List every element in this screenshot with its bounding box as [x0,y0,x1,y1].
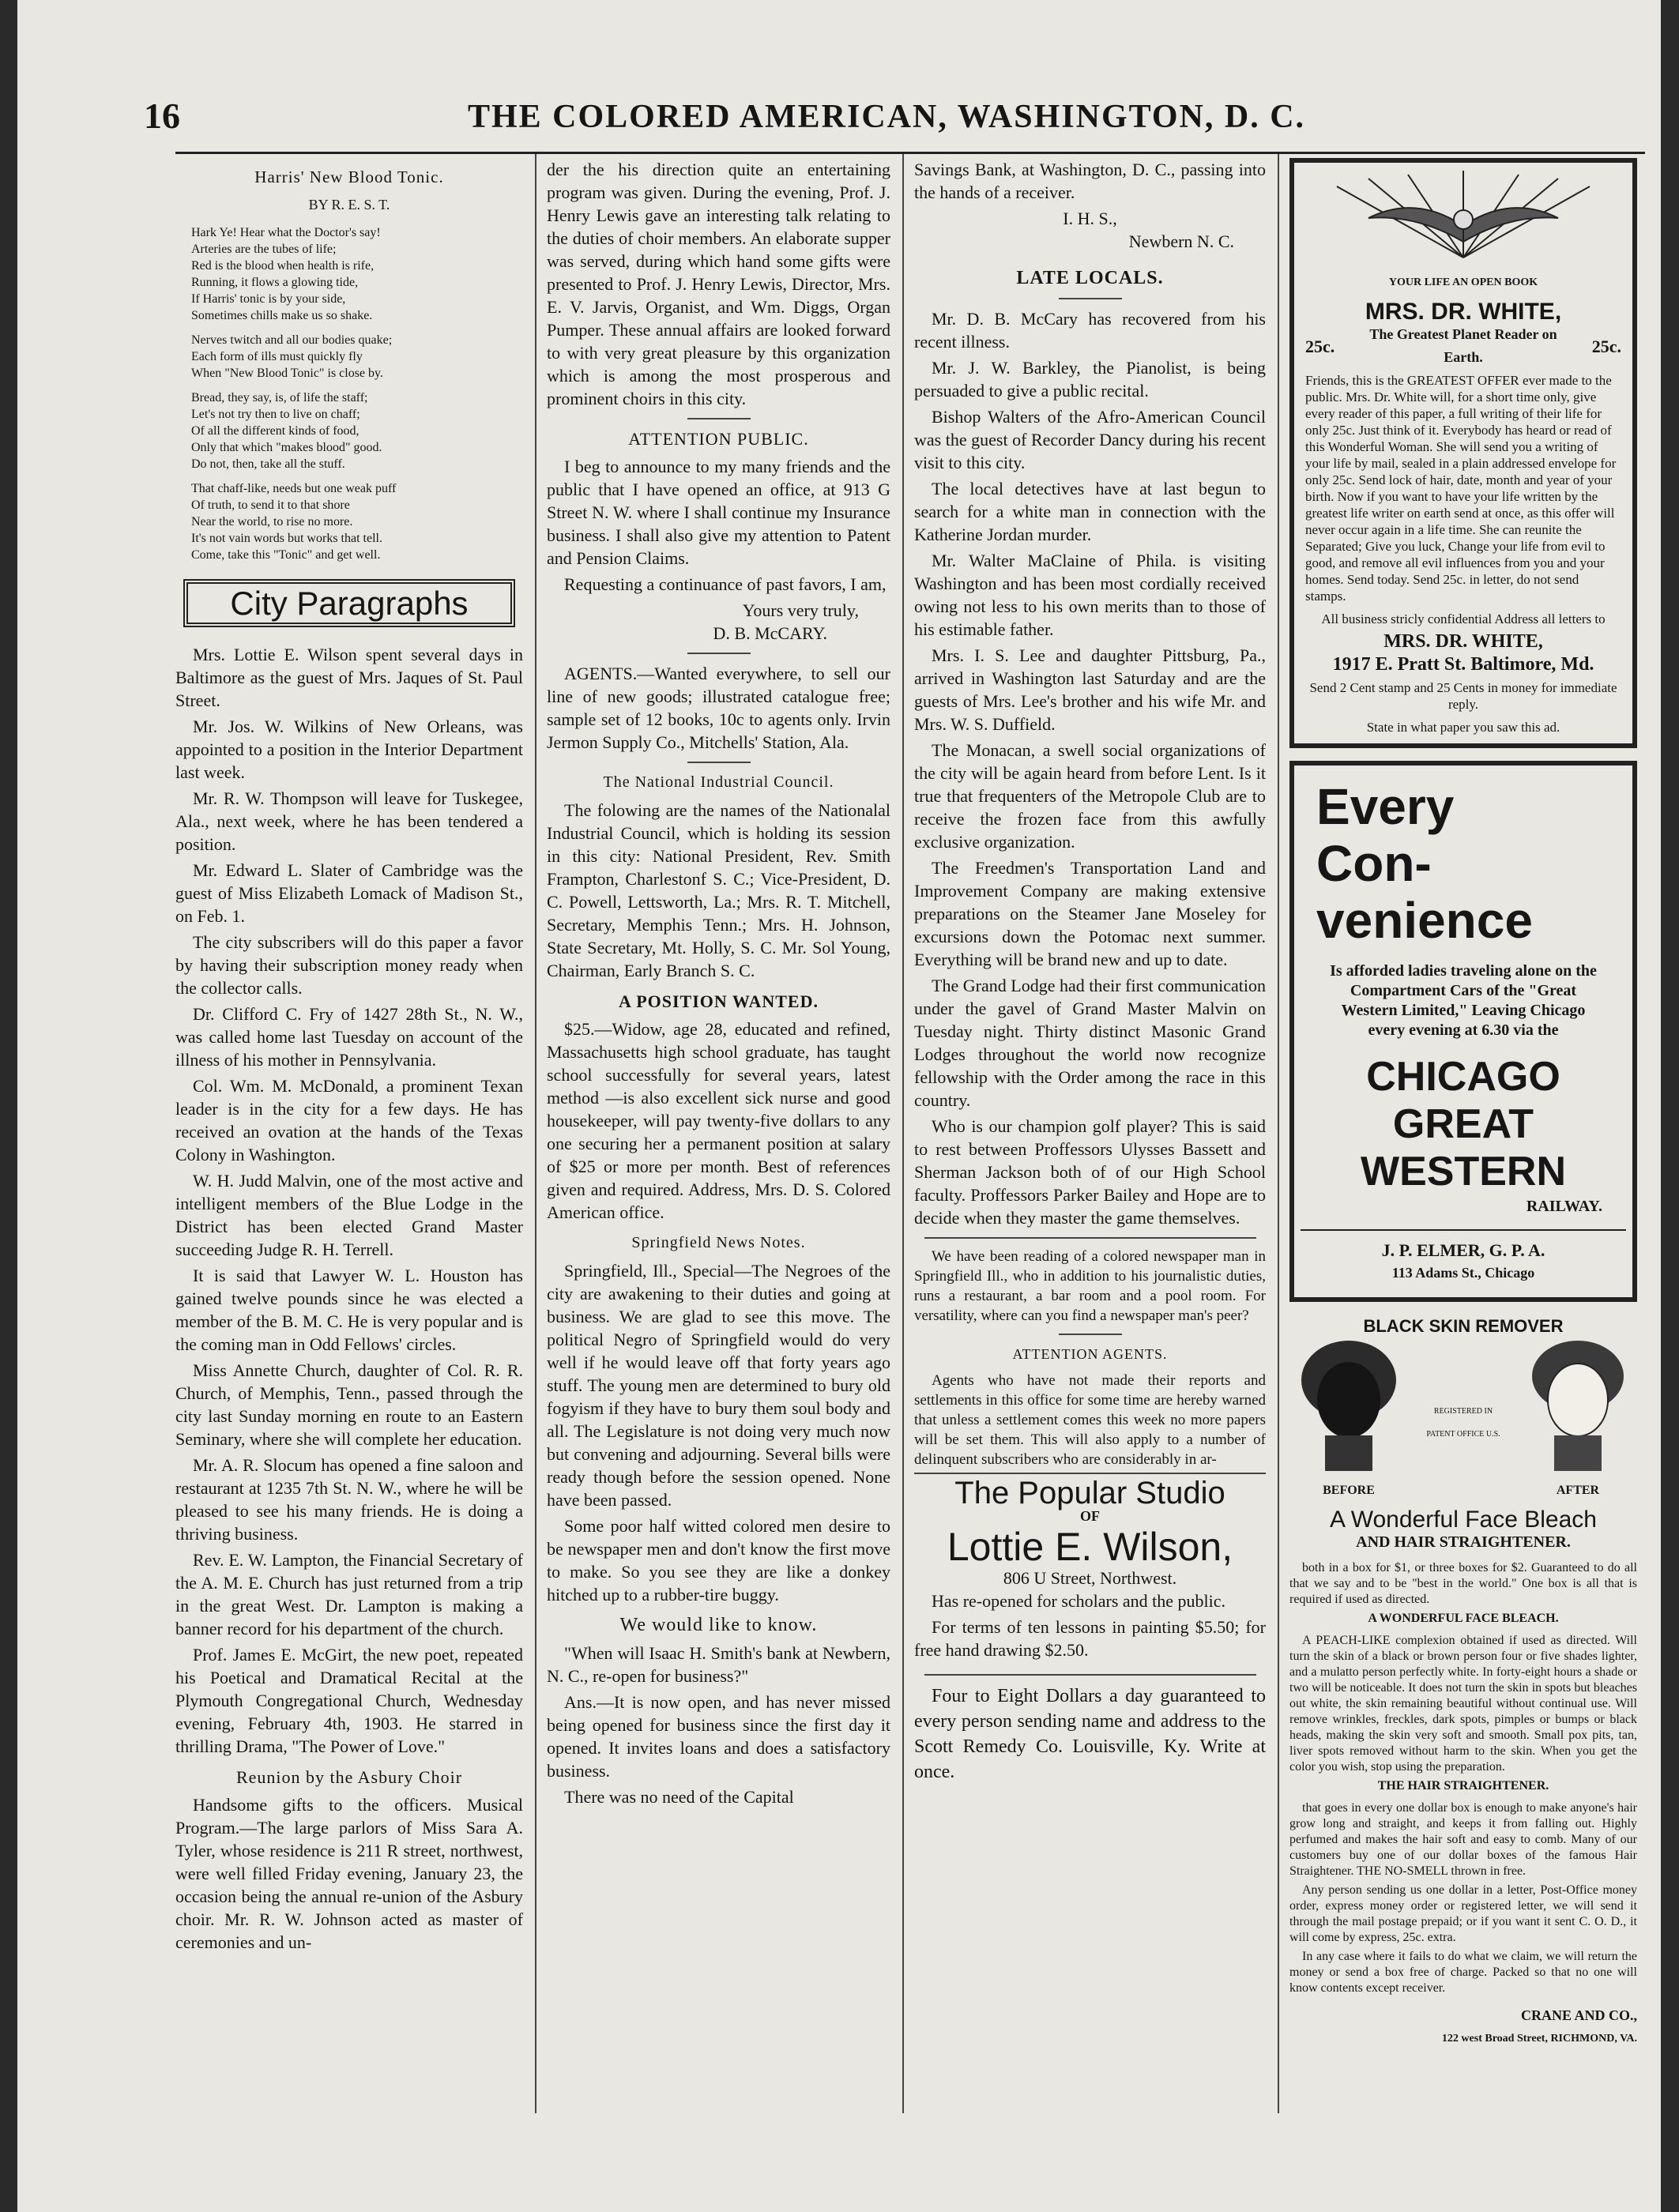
yours-truly: Yours very truly, [742,600,859,620]
ad-text-3: that goes in every one dollar box is enough to make anyone's hair grow long and straight, and keeps it from falling out. Highly perfumed and makes the hair soft and easy to comb. Many of our customers buy one of our dollar boxes of the famous Hair Straightener. THE NO-SMELL thrown in free. [1289,1801,1637,1878]
poem-line: Only that which "makes blood" good. [191,441,382,454]
column-3 [914,158,1266,2117]
agents-wanted: AGENTS.—Wanted everywhere, to sell our line of new goods; illustrated catalogue free; sample set of 12 books, 10c to agents only. Irvin Jermon Supply Co., Mitchells' Station, Ala. [547,664,890,752]
poem-line: It's not vain words but works that tell. [191,532,382,545]
after-face [1519,1337,1637,1502]
poem-line: Nerves twitch and all our bodies quake; [191,333,393,347]
railway-label: RAILWAY. [1526,1198,1602,1215]
ad-name: MRS. DR. WHITE, [1365,299,1562,325]
late-local-item: The Freedmen's Transportation Land and Improvement Company are making extensive preparations on the Steamer Jane Moseley for excursions down the Potomac next summer. Everything will be brand new and up to date. [914,858,1266,969]
ad-title: A Wonderful Face Bleach [1330,1507,1597,1533]
poem [191,224,523,563]
city-paragraphs [175,643,523,1758]
ad-state-note: State in what paper you saw this ad. [1366,720,1560,735]
price-right: 25c. [1591,336,1621,356]
ad-tagline-row [1294,323,1632,369]
ad-confidential: All business stricly confidential Address all letters to [1321,611,1606,626]
column-4-ads [1289,158,1637,2117]
column-divider [535,154,536,2113]
city-paragraph: It is said that Lawyer W. L. Houston has gained twelve pounds since he was elected a member of the B. M. C. He is very popular and is the coming man in Odd Fellows' circles. [175,1266,523,1354]
attention-agents-title: ATTENTION AGENTS. [1012,1346,1168,1362]
late-local-item: Bishop Walters of the Afro-American Council was the guest of Recorder Dancy during his recent visit to this city. [914,407,1266,472]
ad-subtitle: AND HAIR STRAIGHTENER. [1356,1533,1571,1551]
ad-body: Is afforded ladies traveling alone on the Compartment Cars of the "Great Western Limited," Leaving Chicago every evening at 6.30 via the [1330,962,1597,1039]
poem-title: Harris' New Blood Tonic. [254,167,444,186]
separator [687,762,751,763]
separator [687,653,751,654]
poem-line [191,324,523,332]
springfield-text-2: Some poor half witted colored men desire to be newspaper men and don't know the first move to make. So you see they are like a donkey hitched up to a rubber-tire buggy. [547,1516,890,1604]
city-paragraph: Rev. E. W. Lampton, the Financial Secretary of the A. M. E. Church has just returned from a trip in the great West. Dr. Lampton is making a banner record for his department of the church. [175,1550,523,1638]
registered-label: REGISTERED IN PATENT OFFICE U.S. [1426,1407,1500,1439]
city-paragraph: Mr. R. W. Thompson will leave for Tuskegee, Ala., next week, where he has been tendered a position. [175,788,523,854]
masthead-rule [175,152,1645,154]
signature: D. B. McCARY. [713,623,827,643]
studio-of: OF [1080,1508,1100,1524]
ad-text-1: both in a box for $1, or three boxes for $2. Guaranteed to do all that we say and to be "best in the world." One box is all that is required if used as directed. [1289,1561,1637,1606]
after-label: AFTER [1556,1484,1600,1497]
late-local-item: Mrs. I. S. Lee and daughter Pittsburg, Pa., arrived in Washington last Saturday and are the guests of Mrs. Lee's brother and his wife Mr. and Mrs. W. S. Duffield. [914,645,1266,734]
late-local-item: Who is our champion golf player? This is said to rest between Proffessors Ulysses Bassett and Sherman Jackson both of of our High School faculty. Proffessors Parker Bailey and Hope are to decide when they master the game themselves. [914,1116,1266,1228]
ad-head-3: THE HAIR STRAIGHTENER. [1377,1779,1549,1793]
column-1 [175,158,523,2117]
poem-line: Arteries are the tubes of life; [191,243,337,256]
rail-line-2: GREAT [1392,1101,1534,1147]
face-bleach-ad [1289,1315,1637,2050]
know-question: "When will Isaac H. Smith's bank at Newbern, N. C., re-open for business?" [547,1643,890,1686]
poem-line: Of all the different kinds of food, [191,424,360,438]
ad-text-5: In any case where it fails to do what we claim, we will return the money or send a box free of charge. Packed so that no one will know contents except receiver. [1289,1950,1637,1995]
late-local-item: The Monacan, a swell social organizations of the city will be again heard from before Lent. Is it true that frequenters of the Metropole Club are to receive the frozen face from this awfully exclusive organization. [914,740,1266,852]
know-answer: Ans.—It is now open, and has never missed being opened for business since the first day it opened. It invites loans and does a satisfactory business. [547,1692,890,1781]
poem-line [191,472,523,480]
ad-tagline: The Greatest Planet Reader on Earth. [1369,326,1557,365]
city-paragraph: Miss Annette Church, daughter of Col. R. R. Church, of Memphis, Tenn., passed through the city last Sunday morning en route to an Eastern Seminary, where she will complete her education. [175,1360,523,1449]
reunion-title: Reunion by the Asbury Choir [235,1767,463,1787]
late-local-item: Mr. Walter MaClaine of Phila. is visiting Washington and has been most cordially received owing not less to his own merits than to those of his estimable father. [914,551,1266,639]
ad-headline-1: Every [1316,778,1455,835]
know-text-3: There was no need of the Capital [564,1787,794,1807]
city-paragraph: Mr. Edward L. Slater of Cambridge was the guest of Miss Elizabeth Lomack of Madison St., on Feb. 1. [175,860,523,926]
ad-agent: J. P. ELMER, G. P. A. [1301,1229,1626,1262]
ad-head-2: A WONDERFUL FACE BLEACH. [1368,1612,1559,1625]
before-portrait-icon [1289,1337,1408,1471]
attention-public-text-2: Requesting a continuance of past favors, I am, [564,574,887,594]
late-locals-list [914,307,1266,1229]
city-paragraph: Prof. James E. McGirt, the new poet, repeated his Poetical and Dramatical Recital at the Plymouth Congregational Church, Wednesday evening, February 4th, 1903. He starred in thrilling Drama, "The Power of Love." [175,1645,523,1756]
editor-note: We have been reading of a colored newspaper man in Springfield Ill., who in addition to his journalistic duties, runs a restaurant, a bar room and a pool room. For versatility, where can you find a newspaper man's peer? [914,1248,1266,1324]
city-paragraph: The city subscribers will do this paper a favor by having their subscription money ready when the collector calls. [175,932,523,998]
poem-line: If Harris' tonic is by your side, [191,292,346,306]
mrs-dr-white-ad [1289,158,1637,748]
poem-line: Sometimes chills make us so shake. [191,309,373,322]
ad-body [1289,1560,1637,1996]
separator [924,1237,1256,1239]
column-divider [1278,154,1279,2113]
scott-remedy-ad: Four to Eight Dollars a day guaranteed to every person sending name and address to the Scott Remedy Co. Louisville, Ky. Write at once. [914,1686,1266,1782]
chicago-great-western-ad [1289,761,1637,1302]
late-local-item: Mr. J. W. Barkley, the Pianolist, is being persuaded to give a public recital. [914,358,1266,401]
signature-place: Newbern N. C. [1128,231,1234,251]
masthead [144,95,1629,142]
choir-continuation: der the his direction quite an entertaining program was given. During the evening, Prof. J. Henry Lewis gave an interesting talk relating to the duties of choir members. An elaborate supper was served, during which hand some gifts were presented to Prof. J. Henry Lewis, Director, Mrs. E. V. Jarvis, Organist, and Wm. Diggs, Organ Pumper. These annual affairs are looked forward to with very great pleasure by this organization which is among the most prosperous and prominent choirs in this city. [547,160,890,408]
position-wanted-text: $25.—Widow, age 28, educated and refined, Massachusetts high school graduate, has taught school successfully for several years, latest method —is also excellent sick nurse and good housekeeper, will pay twenty-five dollars to any one securing her a permanent position at salary of $25 or more per month. Best of references given and required. Address, Mrs. D. S. Colored American office. [547,1019,890,1222]
column-2 [547,158,890,2117]
ad-address-name: MRS. DR. WHITE, [1383,631,1543,652]
springfield-title: Springfield News Notes. [631,1234,806,1251]
city-paragraph: Mr. Jos. W. Wilkins of New Orleans, was appointed to a position in the Interior Department last week. [175,717,523,782]
after-portrait-icon [1519,1337,1637,1471]
ad-credit-2: 122 west Broad Street, RICHMOND, VA. [1441,2033,1637,2045]
ad-headline-2: Con- [1316,835,1432,892]
studio-title: The Popular Studio [954,1476,1225,1510]
poem-line: Come, take this "Tonic" and get well. [191,548,381,562]
studio-name: Lottie E. Wilson, [947,1525,1233,1569]
section-title-city-paragraphs: City Paragraphs [183,579,515,627]
attention-agents-text: Agents who have not made their reports and settlements in this office for some time are hereby warned that unless a settlement comes this week no more papers will be set them. This will also apply to a number of delinquent subscribers who are considerably in ar- [914,1372,1266,1468]
poem-line: When "New Blood Tonic" is close by. [191,367,384,380]
winged-figure-illustration [1305,171,1621,265]
city-paragraph: Mrs. Lottie E. Wilson spent several days in Baltimore as the guest of Mrs. Jaques of St. Paul Street. [175,645,523,710]
separator [1059,1334,1122,1335]
attention-public-title: ATTENTION PUBLIC. [628,429,809,449]
ad-credit-1: CRANE AND CO., [1520,2007,1637,2023]
poem-byline: BY R. E. S. T. [308,197,390,213]
separator [924,1674,1256,1676]
ad-text-2: A PEACH-LIKE complexion obtained if used as directed. Will turn the skin of a black or brown person four or five shades lighter, and a mulatto person perfectly white. In forty-eight hours a shade or two will be noticeable. It does not turn the skin in spots but bleaches out white, the skin remaining beautiful without continual use. Will remove wrinkles, freckles, dark spots, pimples or bumps or black heads, making the skin very soft and smooth. Small pox pits, tan, liver spots removed without harm to the skin. When you get the color you wish, stop using the preparation. [1289,1634,1637,1774]
reunion-text: Handsome gifts to the officers. Musical Program.—The large parlors of Miss Sara A. Tyler, whose residence is 211 R street, northwest, were well filled Friday evening, January 23, the occasion being the annual re-union of the Asbury choir. Mr. R. W. Johnson acted as master of ceremonies and un- [175,1795,523,1952]
studio-ad [914,1473,1266,1661]
late-local-item: The Grand Lodge had their first communication under the gavel of Grand Master Malvin on Tuesday night. Thirty distinct Masonic Grand Lodges throughout the world now recognize fellowship with the Order among the race in this country. [914,976,1266,1110]
attention-public-text: I beg to announce to my many friends and the public that I have opened an office, at 913 G Street N. W. where I shall continue my Insurance business. I shall also give my attention to Patent and Pension Claims. [547,457,890,568]
city-paragraph: Dr. Clifford C. Fry of 1427 28th St., N. W., was called home last Tuesday on account of the illness of his mother in Pennsylvania. [175,1004,523,1070]
newspaper-title: THE COLORED AMERICAN, WASHINGTON, D. C. [467,99,1306,135]
rail-line-1: CHICAGO [1366,1054,1560,1100]
city-paragraph: Mr. A. R. Slocum has opened a fine saloon and restaurant at 1235 7th St. N. W., where he will be pleased to see his many friends. He is doing a thriving business. [175,1455,523,1544]
studio-terms: For terms of ten lessons in painting $5.50; for free hand drawing $2.50. [914,1617,1266,1660]
know-title: We would like to know. [619,1615,818,1635]
late-locals-title: LATE LOCALS. [1016,268,1164,288]
poem-line: Near the world, to rise no more. [191,515,353,529]
separator [1059,298,1122,299]
poem-line: Let's not try then to live on chaff; [191,408,360,421]
poem-line: Bread, they say, is, of life the staff; [191,391,368,404]
late-local-item: The local detectives have at last begun to search for a white man in connection with the Katherine Jordan murder. [914,479,1266,544]
newspaper-page [17,0,1661,2212]
late-local-item: Mr. D. B. McCary has recovered from his recent illness. [914,309,1266,352]
poem-line: Red is the blood when health is rife, [191,259,375,273]
column-divider [902,154,904,2113]
separator [687,418,751,419]
ad-headline-3: venience [1316,892,1533,949]
city-paragraph: Col. Wm. M. McDonald, a prominent Texan leader is in the city for a few days. He has received an ovation at the hands of the Texas Colony in Washington. [175,1076,523,1164]
poem-line: Each form of ills must quickly fly [191,350,363,363]
ad-address: 1917 E. Pratt St. Baltimore, Md. [1332,654,1594,675]
ad-banner: YOUR LIFE AN OPEN BOOK [1388,276,1538,288]
poem-line: Do not, then, take all the stuff. [191,457,345,471]
poem-line: Running, it flows a glowing tide, [191,276,359,289]
ad-top: BLACK SKIN REMOVER [1363,1316,1564,1336]
price-left: 25c. [1305,336,1335,356]
position-wanted-title: A POSITION WANTED. [619,991,819,1011]
before-label: BEFORE [1323,1484,1375,1497]
bank-continuation: Savings Bank, at Washington, D. C., passing into the hands of a receiver. [914,160,1266,202]
rail-line-3: WESTERN [1361,1149,1566,1194]
poem-line: Hark Ye! Hear what the Doctor's say! [191,226,381,239]
ad-stamp-note: Send 2 Cent stamp and 25 Cents in money for immediate reply. [1309,680,1617,712]
council-title: The National Industrial Council. [603,773,834,791]
signature-initials: I. H. S., [1063,209,1117,228]
studio-text: Has re-opened for scholars and the public. [932,1591,1226,1611]
poem-line [191,382,523,389]
ad-agent-address: 113 Adams St., Chicago [1391,1265,1535,1281]
springfield-text: Springfield, Ill., Special—The Negroes of the city are awakening to their duties and going at business. We are glad to see this move. The political Negro of Springfield would do very well if he would leave off that forty years ago stuff. The young men are determined to bury old fogyism if they have to bury them soul body and all. The Legislature is not doing very much now but convening and adjourning. Several bills were ready though before the session opened. None have been passed. [547,1261,890,1510]
ad-text-4: Any person sending us one dollar in a letter, Post-Office money order, express money order or registered letter, we will send it through the mail postage prepaid; or if you want it sent C. O. D., it will come by express, 25c. extra. [1289,1883,1637,1944]
city-paragraph: W. H. Judd Malvin, one of the most active and intelligent members of the Blue Lodge in the District has been elected Grand Master succeeding Judge R. H. Terrell. [175,1171,523,1259]
poem-line: Of truth, to send it to that shore [191,498,350,512]
page-number: 16 [144,96,180,136]
before-face [1289,1337,1408,1502]
poem-line: That chaff-like, needs but one weak puff [191,482,397,495]
ad-body: Friends, this is the GREATEST OFFER ever made to the public. Mrs. Dr. White will, for a short time only, give every reader of this paper, a full writing of their life for only 25c. Just think of it. Everybody has heard or read of this Wonderful Woman. She will send you a writing of your life by mail, sealed in a plain addressed envelope for only 25c. Send lock of hair, date, month and year of your birth. Now if you want to have your life written by the greatest life writer on earth send at once, as this offer will never occur again in a life time. She can reunite the Separated; Give you luck, Change your life from evil to good, and remove all evil influences from you and your homes. Send today. Send 25c. in letter, do not send stamps. [1305,373,1617,604]
council-text: The folowing are the names of the Nationalal Industrial Council, which is holding its session in this city: National President, Rev. Smith Frampton, Charlestonf S. C.; Vice-President, D. C. Powell, Lettsworth, La.; Mrs. R. T. Mitchell, Secretary, Memphis Tenn.; Mrs. H. Johnson, State Secretary, Mt. Holly, S. C. Mr. Sol Young, Chairman, Early Branch S. C. [547,800,890,980]
before-after-illustration [1289,1344,1637,1502]
studio-address: 806 U Street, Northwest. [1003,1568,1177,1588]
